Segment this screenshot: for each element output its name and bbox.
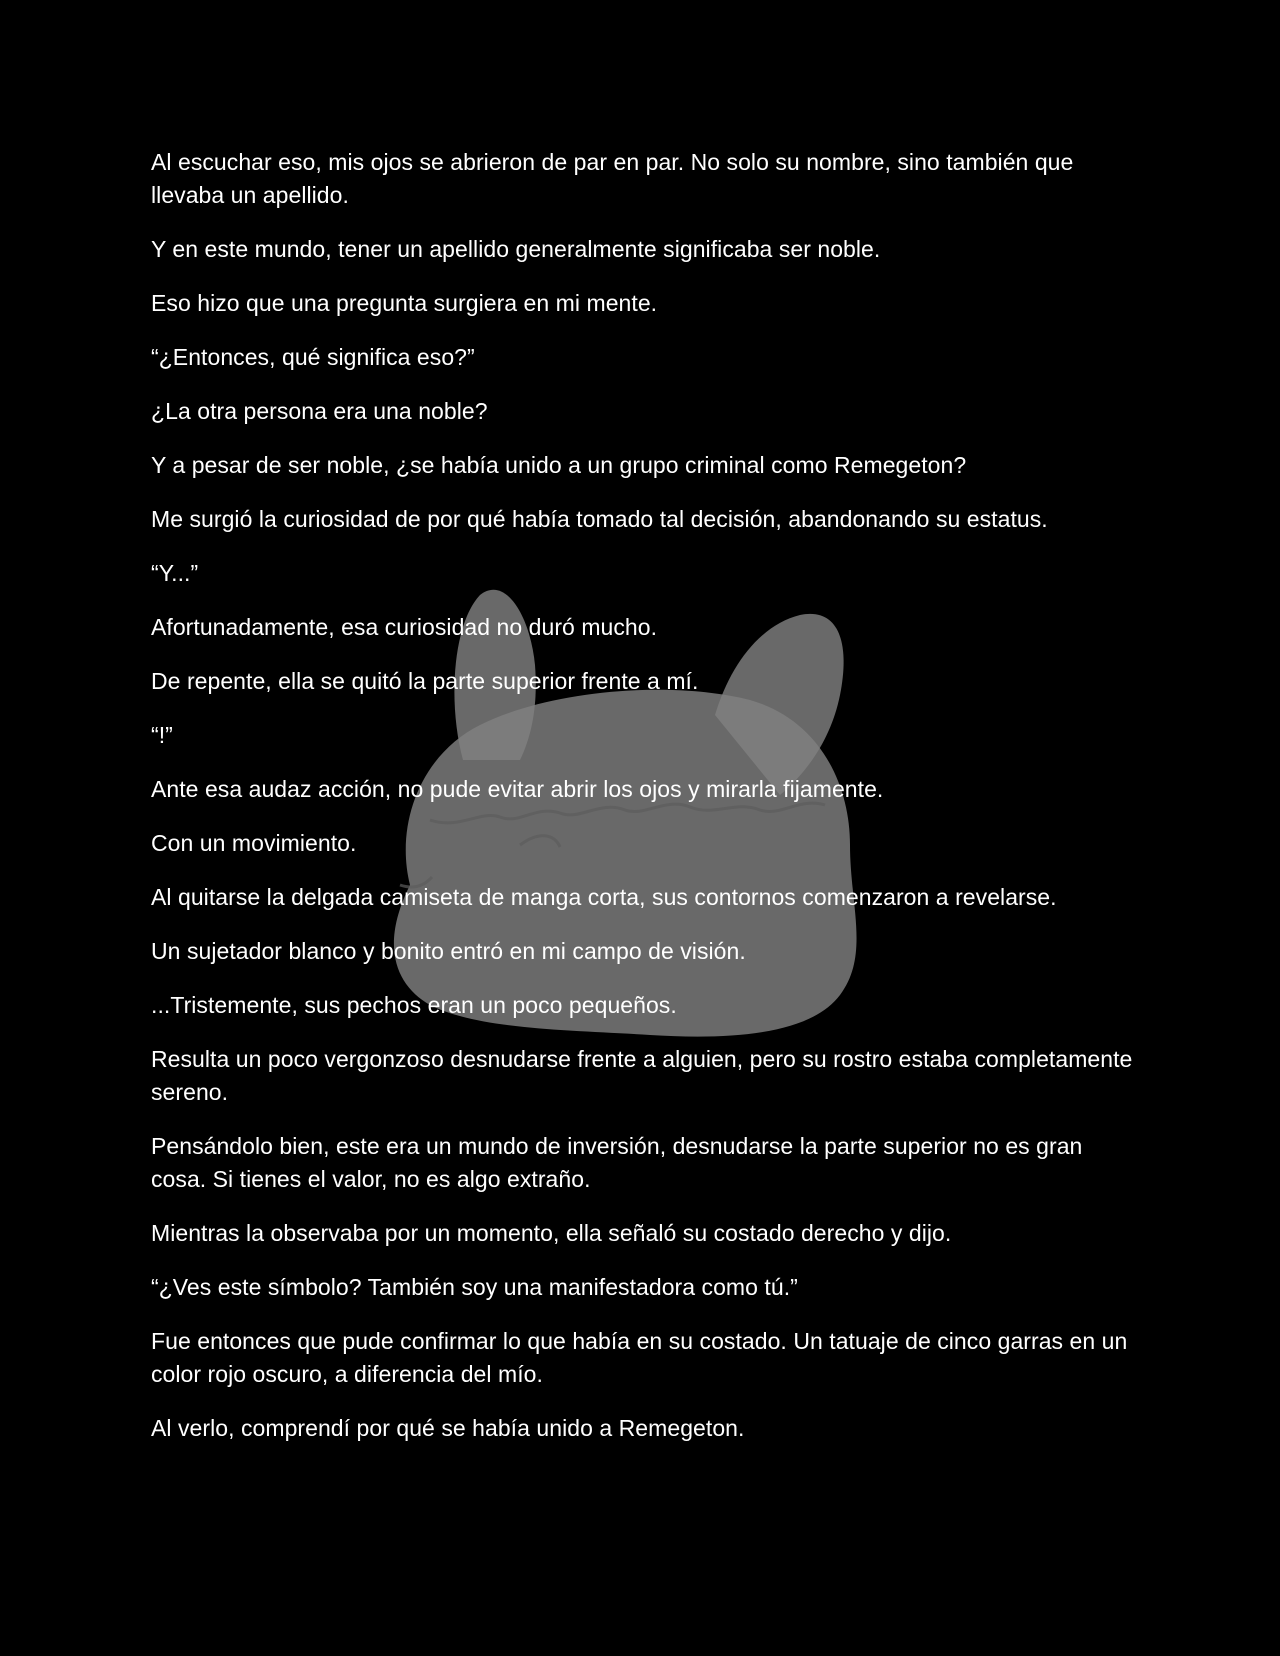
paragraph: Y en este mundo, tener un apellido generalmente significaba ser noble. bbox=[151, 236, 881, 262]
paragraph: Al escuchar eso, mis ojos se abrieron de par en par. No solo su nombre, sino también que llevaba un apellido. bbox=[151, 149, 1074, 208]
paragraph: ...Tristemente, sus pechos eran un poco pequeños. bbox=[151, 992, 677, 1018]
paragraph: Al quitarse la delgada camiseta de manga corta, sus contornos comenzaron a revelarse. bbox=[151, 884, 1057, 910]
paragraph: Mientras la observaba por un momento, ella señaló su costado derecho y dijo. bbox=[151, 1220, 952, 1246]
paragraph: Me surgió la curiosidad de por qué había tomado tal decisión, abandonando su estatus. bbox=[151, 506, 1048, 532]
paragraph: Y a pesar de ser noble, ¿se había unido a un grupo criminal como Remegeton? bbox=[151, 452, 967, 478]
chapter-text bbox=[151, 146, 1136, 1466]
paragraph: De repente, ella se quitó la parte superior frente a mí. bbox=[151, 668, 699, 694]
paragraph: Fue entonces que pude confirmar lo que había en su costado. Un tatuaje de cinco garras en un color rojo oscuro, a diferencia del mío. bbox=[151, 1328, 1128, 1387]
paragraph: Resulta un poco vergonzoso desnudarse frente a alguien, pero su rostro estaba completamente sereno. bbox=[151, 1046, 1133, 1105]
paragraph: “¿Ves este símbolo? También soy una manifestadora como tú.” bbox=[151, 1274, 798, 1300]
paragraph: Con un movimiento. bbox=[151, 830, 357, 856]
paragraph: Afortunadamente, esa curiosidad no duró mucho. bbox=[151, 614, 658, 640]
paragraph: “¿Entonces, qué significa eso?” bbox=[151, 344, 475, 370]
paragraph: “!” bbox=[151, 722, 173, 748]
paragraph: Pensándolo bien, este era un mundo de inversión, desnudarse la parte superior no es gran cosa. Si tienes el valor, no es algo extraño. bbox=[151, 1133, 1083, 1192]
paragraph: Eso hizo que una pregunta surgiera en mi mente. bbox=[151, 290, 658, 316]
paragraph: Al verlo, comprendí por qué se había unido a Remegeton. bbox=[151, 1415, 745, 1441]
paragraph: Ante esa audaz acción, no pude evitar abrir los ojos y mirarla fijamente. bbox=[151, 776, 884, 802]
paragraph: “Y...” bbox=[151, 560, 199, 586]
paragraph: ¿La otra persona era una noble? bbox=[151, 398, 488, 424]
paragraph: Un sujetador blanco y bonito entró en mi campo de visión. bbox=[151, 938, 746, 964]
